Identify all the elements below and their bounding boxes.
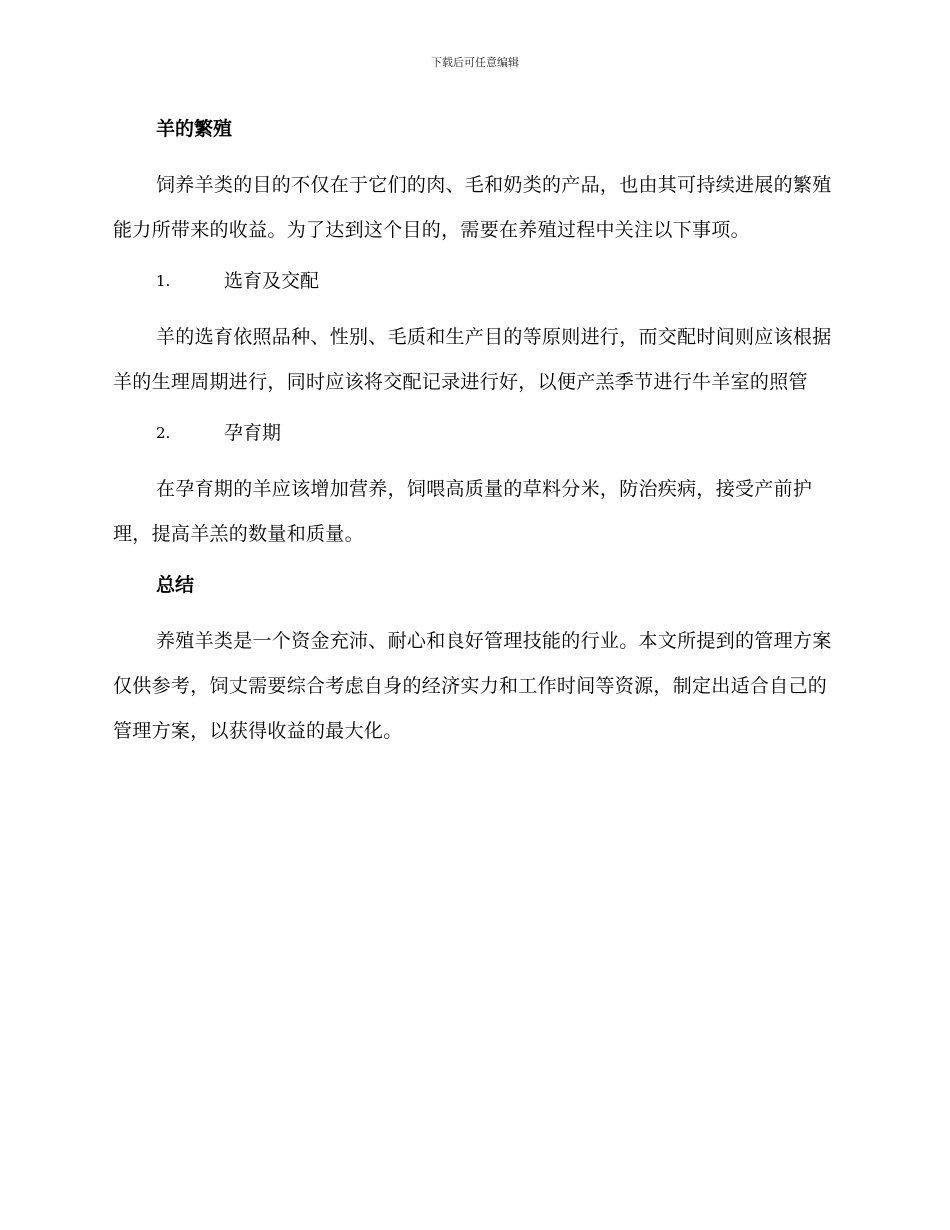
list-item-selection-mating — [113, 264, 833, 298]
list-label: 孕育期 — [224, 422, 282, 444]
paragraph-summary: 养殖羊类是一个资金充沛、耐心和良好管理技能的行业。本文所提到的管理方案仅供参考，饲丈需要综合考虑自身的经济实力和工作时间等资源，制定出适合自己的管理方案，以获得收益的最大化。 — [113, 630, 832, 742]
document-body — [113, 112, 833, 765]
paragraph-breeding-intro: 饲养羊类的目的不仅在于它们的肉、毛和奶类的产品，也由其可持续进展的繁殖能力所带来的收益。为了达到这个目的，需要在养殖过程中关注以下事项。 — [113, 174, 832, 241]
section-heading-breeding: 羊的繁殖 — [156, 118, 233, 140]
section-heading-summary: 总结 — [156, 574, 195, 596]
paragraph-selection-mating: 羊的选育依照品种、性别、毛质和生产目的等原则进行，而交配时间则应该根据羊的生理周期进行，同时应该将交配记录进行好，以便产羔季节进行牛羊室的照管 — [113, 326, 832, 393]
paragraph-pregnancy: 在孕育期的羊应该增加营养，饲喂高质量的草料分米，防治疾病，接受产前护理，提高羊羔的数量和质量。 — [113, 478, 813, 545]
list-item-pregnancy — [113, 416, 833, 450]
list-label: 选育及交配 — [224, 270, 320, 292]
page-header: 下载后可任意编辑 — [431, 56, 519, 69]
list-number: 1. — [156, 272, 171, 290]
list-number: 2. — [156, 424, 171, 442]
